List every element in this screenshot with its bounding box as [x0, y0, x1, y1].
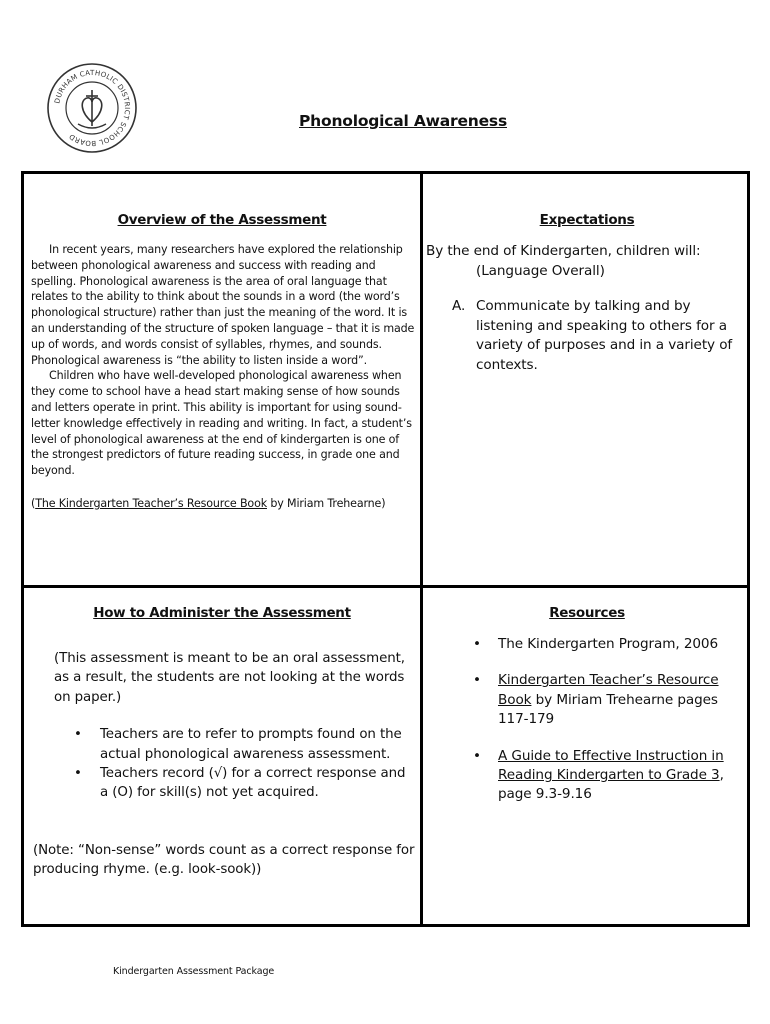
list-item: [426, 635, 748, 654]
list-item: [28, 725, 416, 764]
administer-body: [28, 649, 416, 880]
overview-paragraph-2: Children who have well-developed phonological awareness when they come to school have a head start making sense of how sounds and letters operate in print. This ability is important for using sound-letter knowledge effectively in reading and writing. In fact, a student’s level of phonological awareness at the end of kindergarten is one of the strongest predictors of future reading success, in grade one and beyond.: [31, 369, 412, 478]
expectations-intro: By the end of Kindergarten, children will:: [426, 243, 701, 259]
resources-section: [426, 605, 748, 822]
resource-item-3-rest: , page 9.3-9.16: [498, 767, 724, 803]
resource-item-3: [498, 747, 748, 805]
list-item: [28, 764, 416, 803]
citation-title: The Kindergarten Teacher’s Resource Book: [35, 496, 267, 510]
administer-section: [28, 605, 416, 880]
svg-text:DURHAM CATHOLIC DISTRICT SCHOO: DURHAM CATHOLIC DISTRICT SCHOOL BOARD: [53, 68, 132, 148]
expectations-subtitle: (Language Overall): [476, 262, 605, 279]
administer-note: (Note: “Non-sense” words count as a correct response for producing rhyme. (e.g. look-sook)): [33, 842, 415, 878]
bullet: •: [74, 766, 82, 782]
resource-item-1: The Kindergarten Program, 2006: [498, 636, 719, 652]
administer-heading: How to Administer the Assessment: [93, 605, 351, 621]
overview-section: [28, 212, 416, 512]
grid-divider-vertical: [420, 174, 423, 924]
expectations-heading: Expectations: [539, 212, 635, 228]
administer-list: [28, 725, 416, 803]
administer-intro: (This assessment is meant to be an oral assessment, as a result, the students are not looking at the words on paper.): [54, 651, 405, 705]
list-item-text: Teachers record (√) for a correct response and a (O) for skill(s) not yet acquired.: [100, 766, 406, 801]
list-item: [426, 671, 748, 729]
resources-list: [426, 635, 748, 805]
expectation-text: Communicate by talking and by listening and speaking to others for a variety of purposes and in a variety of contexts.: [476, 298, 733, 373]
school-board-logo: [44, 60, 140, 156]
overview-body: [28, 242, 416, 479]
citation-rest: by Miriam Trehearne): [266, 496, 386, 510]
expectation-item: [426, 297, 748, 375]
expectations-body: [426, 242, 748, 375]
page-title: Phonological Awareness: [299, 112, 507, 130]
assessment-grid: [21, 171, 750, 927]
resource-item-3-title: A Guide to Effective Instruction in Reading Kindergarten to Grade 3: [498, 747, 724, 784]
list-item-text: Teachers are to refer to prompts found on the actual phonological awareness assessment.: [100, 727, 402, 762]
resources-heading: Resources: [549, 605, 625, 621]
expectations-section: [426, 212, 748, 375]
bullet: •: [473, 636, 481, 652]
citation-open: (: [31, 496, 36, 510]
resource-item-2-rest: by Miriam Trehearne pages 117-179: [498, 691, 718, 728]
resource-item-2-title: Kindergarten Teacher’s Resource Book: [498, 672, 719, 708]
bullet: •: [473, 747, 481, 764]
resource-item-2: [498, 671, 748, 729]
bullet: •: [74, 727, 82, 743]
bullet: •: [473, 672, 481, 689]
overview-heading: Overview of the Assessment: [117, 212, 327, 228]
grid-divider-horizontal: [24, 585, 747, 588]
overview-paragraph-1: In recent years, many researchers have explored the relationship between phonological awareness and success with reading and spelling. Phonological awareness is the area of oral language that relates to the ability to think about the sounds in a word (the word’s phonological structure) rather than just the meaning of the word. It is an understanding of the structure of spoken language – that it is made up of words, and words consist of syllables, rhymes, and sounds. Phonological awareness is “the ability to listen inside a word”.: [31, 243, 415, 367]
expectation-marker: A.: [452, 298, 466, 314]
overview-citation: [28, 496, 416, 512]
list-item: [426, 747, 748, 805]
page-footer: Kindergarten Assessment Package: [113, 966, 275, 977]
